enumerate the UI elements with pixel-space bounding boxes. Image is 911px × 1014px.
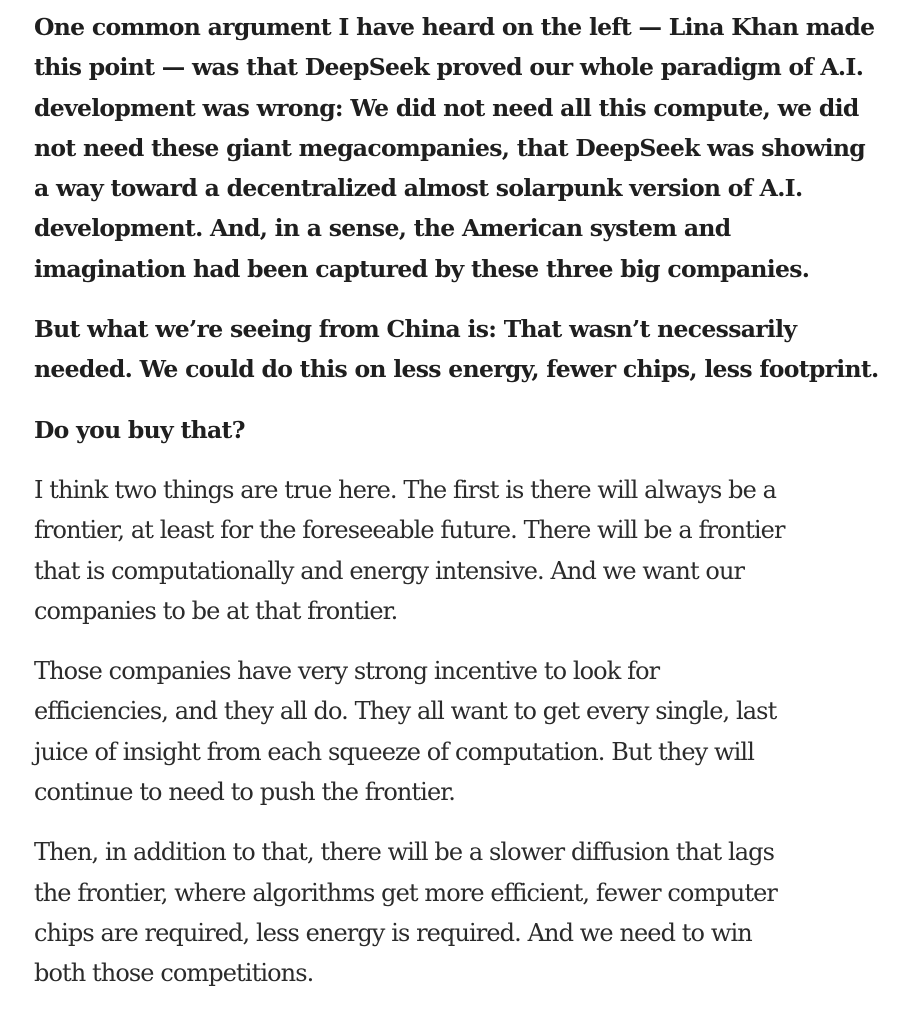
text-line: development was wrong: We did not need all this compute, we did bbox=[34, 93, 859, 122]
text-line: Then, in addition to that, there will be a slower diffusion that lags bbox=[34, 838, 775, 867]
text-line: chips are required, less energy is required. And we need to win bbox=[34, 918, 752, 947]
answer-paragraph bbox=[34, 651, 864, 812]
text-line: Do you buy that? bbox=[34, 415, 245, 444]
text-line: imagination had been captured by these three big companies. bbox=[34, 254, 810, 283]
text-line: this point — was that DeepSeek proved our whole paradigm of A.I. bbox=[34, 53, 864, 82]
text-line: Those companies have very strong incentive to look for bbox=[34, 657, 660, 686]
text-line: I think two things are true here. The first is there will always be a bbox=[34, 475, 777, 504]
text-line: One common argument I have heard on the left — Lina Khan made bbox=[34, 13, 875, 41]
text-line: needed. We could do this on less energy, fewer chips, less footprint. bbox=[34, 355, 879, 384]
text-line: continue to need to push the frontier. bbox=[34, 778, 455, 807]
text-line: juice of insight from each squeeze of computation. But they will bbox=[34, 737, 754, 766]
text-line: But what we’re seeing from China is: That wasn’t necessarily bbox=[34, 315, 797, 344]
text-line: not need these giant megacompanies, that DeepSeek was showing bbox=[34, 133, 865, 162]
text-line: companies to be at that frontier. bbox=[34, 596, 398, 625]
text-line: both those competitions. bbox=[34, 959, 314, 988]
text-line: efficiencies, and they all do. They all want to get every single, last bbox=[34, 697, 777, 726]
question-paragraph bbox=[34, 309, 879, 390]
question-paragraph bbox=[34, 7, 875, 289]
article-body bbox=[34, 7, 879, 1014]
text-line: development. And, in a sense, the American system and bbox=[34, 214, 731, 243]
answer-paragraph bbox=[34, 470, 864, 631]
question-paragraph bbox=[34, 410, 864, 450]
text-line: a way toward a decentralized almost solarpunk version of A.I. bbox=[34, 174, 803, 203]
text-line: that is computationally and energy intensive. And we want our bbox=[34, 556, 745, 585]
answer-paragraph bbox=[34, 832, 864, 993]
text-line: the frontier, where algorithms get more efficient, fewer computer bbox=[34, 878, 777, 907]
text-line: frontier, at least for the foreseeable future. There will be a frontier bbox=[34, 516, 785, 545]
